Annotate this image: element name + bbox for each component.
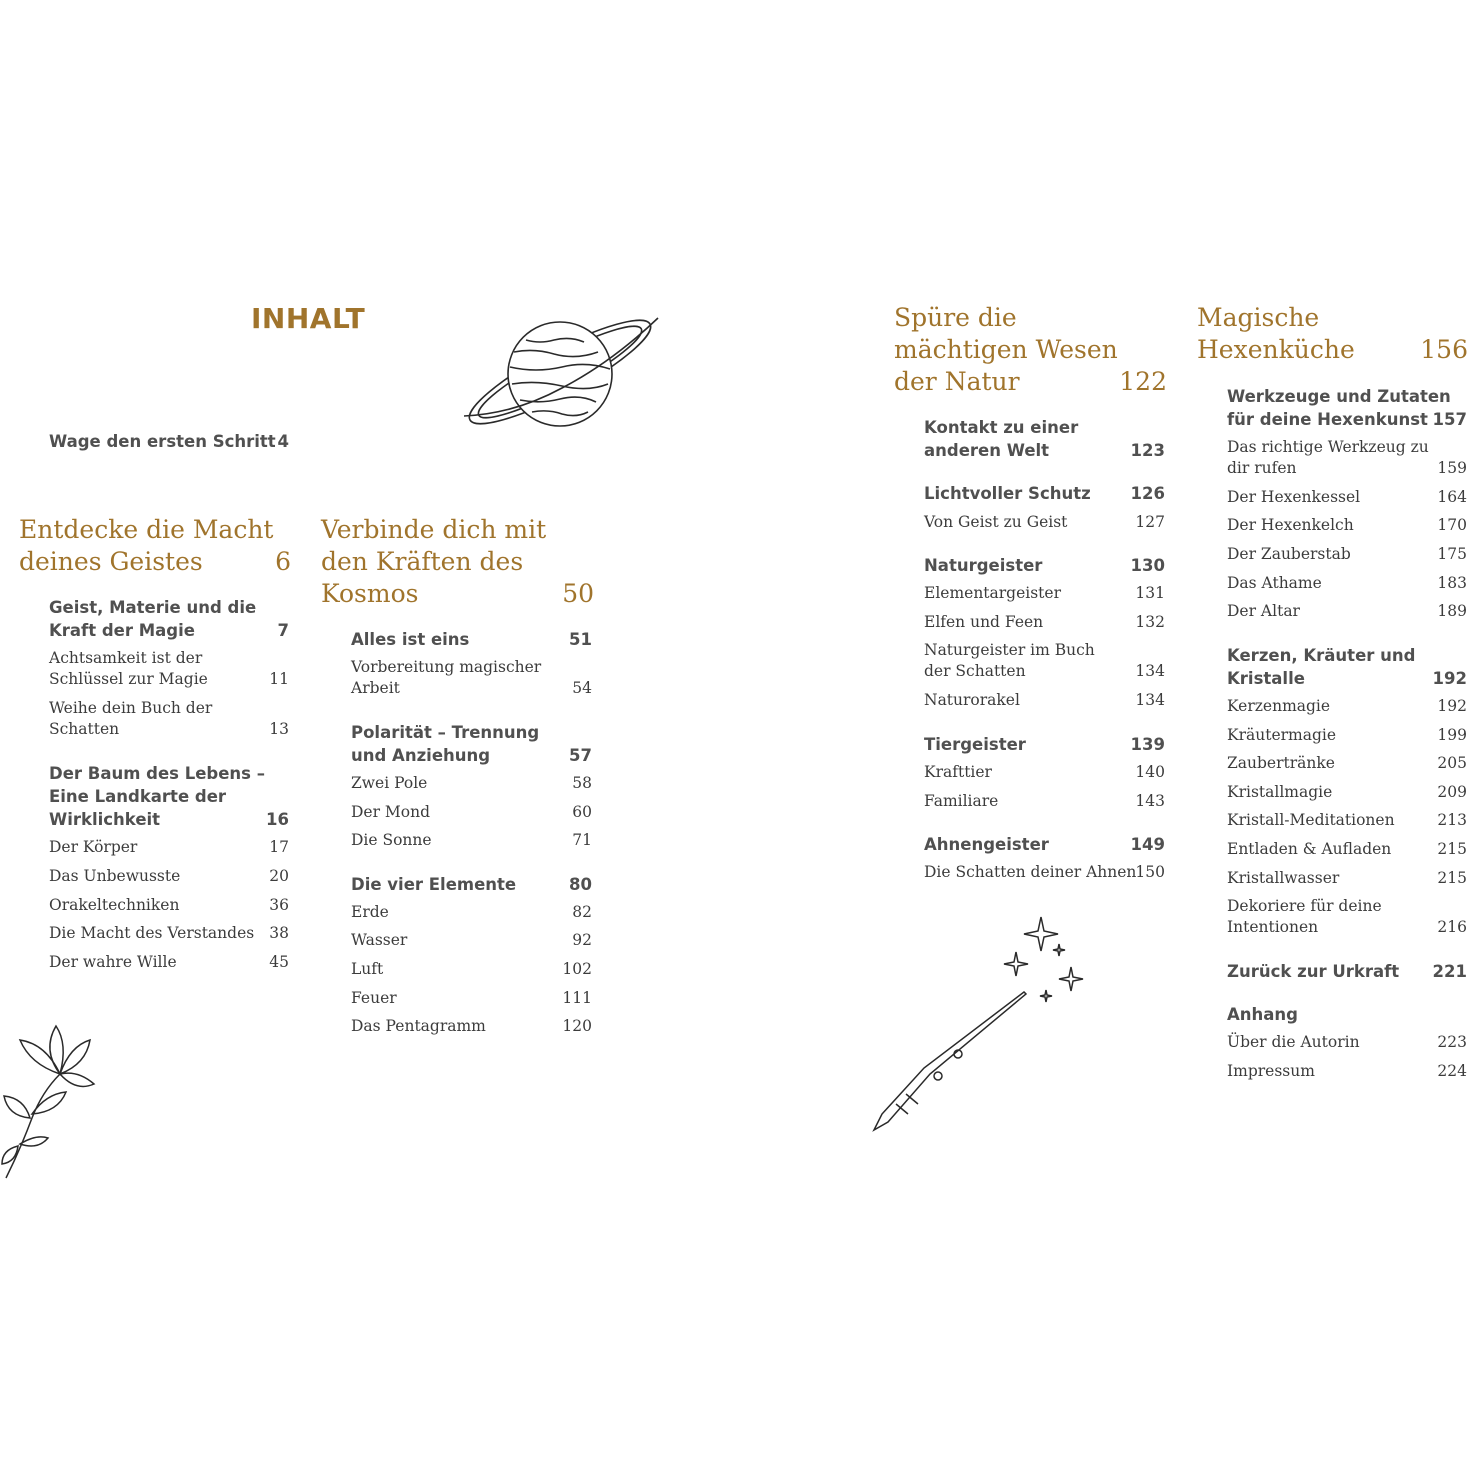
entry-page: 134 [1135,691,1165,709]
entry-page: 51 [569,630,592,649]
entry-label: Werkzeuge und Zutaten für deine Hexenkunst [1227,387,1451,429]
entry-label: Zurück zur Urkraft [1227,962,1400,981]
toc-section[interactable] [351,721,592,767]
entry-label: Krafttier [924,763,992,781]
entry-page: 140 [1135,763,1165,781]
toc-entry[interactable] [1227,725,1467,746]
entry-label: Das Unbewusste [49,867,181,885]
toc-section[interactable] [924,416,1165,462]
toc-section[interactable] [49,762,289,831]
toc-section[interactable] [1227,644,1467,690]
chapter-title: Verbinde dich mit den Kräften des Kosmos [321,515,547,608]
entry-page: 126 [1130,484,1165,503]
toc-entry[interactable] [1227,696,1467,717]
entry-label: Zaubertränke [1227,754,1335,772]
toc-entry[interactable] [1227,810,1467,831]
chapter-page: 6 [275,547,291,576]
entry-label: Das richtige Werkzeug zu dir rufen [1227,438,1429,477]
chapter-4[interactable] [1197,302,1468,366]
entry-page: 102 [562,960,592,978]
toc-entry[interactable] [351,959,592,980]
toc-entry[interactable] [351,988,592,1009]
entry-page: 130 [1130,556,1165,575]
entry-label: Kerzen, Kräuter und Kristalle [1227,646,1416,688]
entry-label: Naturorakel [924,691,1020,709]
toc-entry[interactable] [351,830,592,851]
chapter-page: 50 [562,579,594,608]
toc-entry[interactable] [49,923,289,944]
entry-label: Die Schatten deiner Ahnen [924,863,1137,881]
entry-page: 215 [1437,840,1467,858]
entry-page: 82 [572,903,592,921]
toc-section[interactable] [351,873,592,896]
entry-label: Der Körper [49,838,138,856]
entry-label: Geist, Materie und die Kraft der Magie [49,598,257,640]
entry-label: Familiare [924,792,999,810]
entry-page: 4 [277,432,289,451]
entry-label: Kristallmagie [1227,783,1333,801]
entry-label: Naturgeister [924,556,1043,575]
entry-label: Lichtvoller Schutz [924,484,1091,503]
toc-entry[interactable] [1227,839,1467,860]
chapter-page: 122 [1119,367,1167,396]
toc-section[interactable] [351,628,592,651]
chapter-page: 156 [1420,335,1468,364]
entry-page: 213 [1437,811,1467,829]
entry-label: Wage den ersten Schritt [49,432,276,451]
entry-label: Der Altar [1227,602,1300,620]
toc-entry[interactable] [49,837,289,858]
entry-label: Dekoriere für deine Intentionen [1227,897,1382,936]
entry-page: 7 [277,621,289,640]
entry-label: Wasser [351,931,408,949]
toc-section[interactable] [924,833,1165,856]
entry-label: Kristallwasser [1227,869,1340,887]
entry-page: 127 [1135,513,1165,531]
entry-label: Elfen und Feen [924,613,1044,631]
entry-page: 131 [1135,584,1165,602]
entry-page: 199 [1437,726,1467,744]
entry-page: 11 [269,670,289,688]
toc-entry[interactable] [924,690,1165,711]
toc-entry[interactable] [924,762,1165,783]
entry-label: Naturgeister im Buch der Schatten [924,641,1095,680]
toc-entry[interactable] [351,802,592,823]
entry-label: Weihe dein Buch der Schatten [49,699,213,738]
entry-page: 132 [1135,613,1165,631]
entry-page: 216 [1437,918,1467,936]
entry-page: 123 [1130,441,1165,460]
toc-section[interactable] [1227,385,1467,431]
entry-label: Alles ist eins [351,630,470,649]
toc-entry[interactable] [924,791,1165,812]
toc-entry[interactable] [1227,1061,1467,1082]
toc-entry[interactable] [924,583,1165,604]
entry-page: 120 [562,1017,592,1035]
toc-entry[interactable] [1227,487,1467,508]
entry-label: Anhang [1227,1005,1298,1024]
toc-section[interactable] [924,733,1165,756]
toc-entry[interactable] [351,657,592,699]
entry-label: Der Baum des Lebens – Eine Landkarte der Wirklichkeit [49,764,265,829]
chapter-3[interactable] [894,302,1167,398]
entry-page: 92 [572,931,592,949]
entry-page: 205 [1437,754,1467,772]
entry-label: Der Zauberstab [1227,545,1351,563]
entry-page: 149 [1130,835,1165,854]
entry-page: 13 [269,720,289,738]
entry-label: Das Pentagramm [351,1017,486,1035]
entry-page: 38 [269,924,289,942]
toc-section[interactable] [924,554,1165,577]
entry-label: Vorbereitung magischer Arbeit [351,658,542,697]
toc-entry[interactable] [1227,1032,1467,1053]
entry-page: 71 [572,831,592,849]
entry-label: Über die Autorin [1227,1033,1360,1051]
entry-label: Der wahre Wille [49,953,177,971]
entry-label: Elementargeister [924,584,1061,602]
toc-section[interactable] [49,596,289,642]
entry-label: Polarität – Trennung und Anziehung [351,723,540,765]
toc-entry[interactable] [1227,573,1467,594]
toc-entry-intro[interactable] [49,430,289,453]
entry-page: 223 [1437,1033,1467,1051]
toc-entry[interactable] [1227,515,1467,536]
entry-label: Kräutermagie [1227,726,1337,744]
entry-page: 57 [569,746,592,765]
chapter-title: Magische Hexenküche [1197,303,1355,364]
entry-page: 134 [1135,662,1165,680]
toc-entry[interactable] [1227,437,1467,479]
entry-page: 157 [1432,410,1467,429]
chapter-title: Spüre die mächtigen Wesen der Natur [894,303,1118,396]
entry-page: 189 [1437,602,1467,620]
entry-page: 54 [572,679,592,697]
entry-label: Von Geist zu Geist [924,513,1068,531]
entry-label: Kontakt zu einer anderen Welt [924,418,1079,460]
toc-section[interactable] [1227,1003,1467,1026]
entry-label: Ahnengeister [924,835,1049,854]
entry-page: 175 [1437,545,1467,563]
toc-entry[interactable] [1227,753,1467,774]
entry-page: 192 [1432,669,1467,688]
entry-page: 224 [1437,1062,1467,1080]
entry-page: 183 [1437,574,1467,592]
toc-entry[interactable] [49,952,289,973]
entry-page: 192 [1437,697,1467,715]
entry-label: Das Athame [1227,574,1322,592]
toc-entry[interactable] [49,895,289,916]
entry-label: Orakeltechniken [49,896,180,914]
entry-page: 60 [572,803,592,821]
toc-section[interactable] [1227,960,1467,983]
entry-page: 111 [562,989,592,1007]
toc-entry[interactable] [351,773,592,794]
entry-page: 139 [1130,735,1165,754]
entry-page: 16 [266,810,289,829]
entry-label: Feuer [351,989,397,1007]
entry-label: Die Sonne [351,831,432,849]
page-title: INHALT [251,302,366,335]
entry-page: 20 [269,867,289,885]
entry-label: Kristall-Meditationen [1227,811,1395,829]
flower-illustration-icon [0,1018,100,1183]
chapter-title: Entdecke die Macht deines Geistes [19,515,274,576]
entry-page: 36 [269,896,289,914]
magic-wand-illustration-icon [866,912,1086,1137]
toc-entry[interactable] [351,1016,592,1037]
chapter-1[interactable] [19,514,291,578]
saturn-illustration-icon [462,312,662,437]
entry-label: Zwei Pole [351,774,428,792]
entry-page: 45 [269,953,289,971]
entry-label: Achtsamkeit ist der Schlüssel zur Magie [49,649,208,688]
entry-label: Tiergeister [924,735,1026,754]
toc-entry[interactable] [924,512,1165,533]
entry-page: 221 [1432,962,1467,981]
toc-entry[interactable] [351,902,592,923]
entry-page: 80 [569,875,592,894]
entry-label: Die Macht des Verstandes [49,924,255,942]
entry-page: 150 [1135,863,1165,881]
entry-page: 17 [269,838,289,856]
entry-label: Kerzenmagie [1227,697,1331,715]
toc-entry[interactable] [1227,782,1467,803]
entry-label: Impressum [1227,1062,1315,1080]
toc-entry[interactable] [1227,868,1467,889]
toc-entry[interactable] [1227,896,1467,938]
toc-entry[interactable] [1227,601,1467,622]
toc-entry[interactable] [924,862,1165,883]
entry-label: Entladen & Aufladen [1227,840,1392,858]
entry-label: Der Mond [351,803,431,821]
entry-page: 58 [572,774,592,792]
entry-label: Die vier Elemente [351,875,517,894]
chapter-2[interactable] [321,514,594,610]
toc-entry[interactable] [351,930,592,951]
entry-page: 143 [1135,792,1165,810]
entry-label: Der Hexenkelch [1227,516,1354,534]
entry-page: 164 [1437,488,1467,506]
entry-page: 215 [1437,869,1467,887]
entry-page: 159 [1437,459,1467,477]
toc-entry[interactable] [49,648,289,690]
toc-entry[interactable] [924,640,1165,682]
toc-entry[interactable] [49,866,289,887]
entry-page: 170 [1437,516,1467,534]
entry-page: 209 [1437,783,1467,801]
toc-entry[interactable] [924,612,1165,633]
toc-entry[interactable] [1227,544,1467,565]
entry-label: Der Hexenkessel [1227,488,1361,506]
toc-section[interactable] [924,482,1165,505]
entry-label: Luft [351,960,384,978]
toc-entry[interactable] [49,698,289,740]
entry-label: Erde [351,903,389,921]
